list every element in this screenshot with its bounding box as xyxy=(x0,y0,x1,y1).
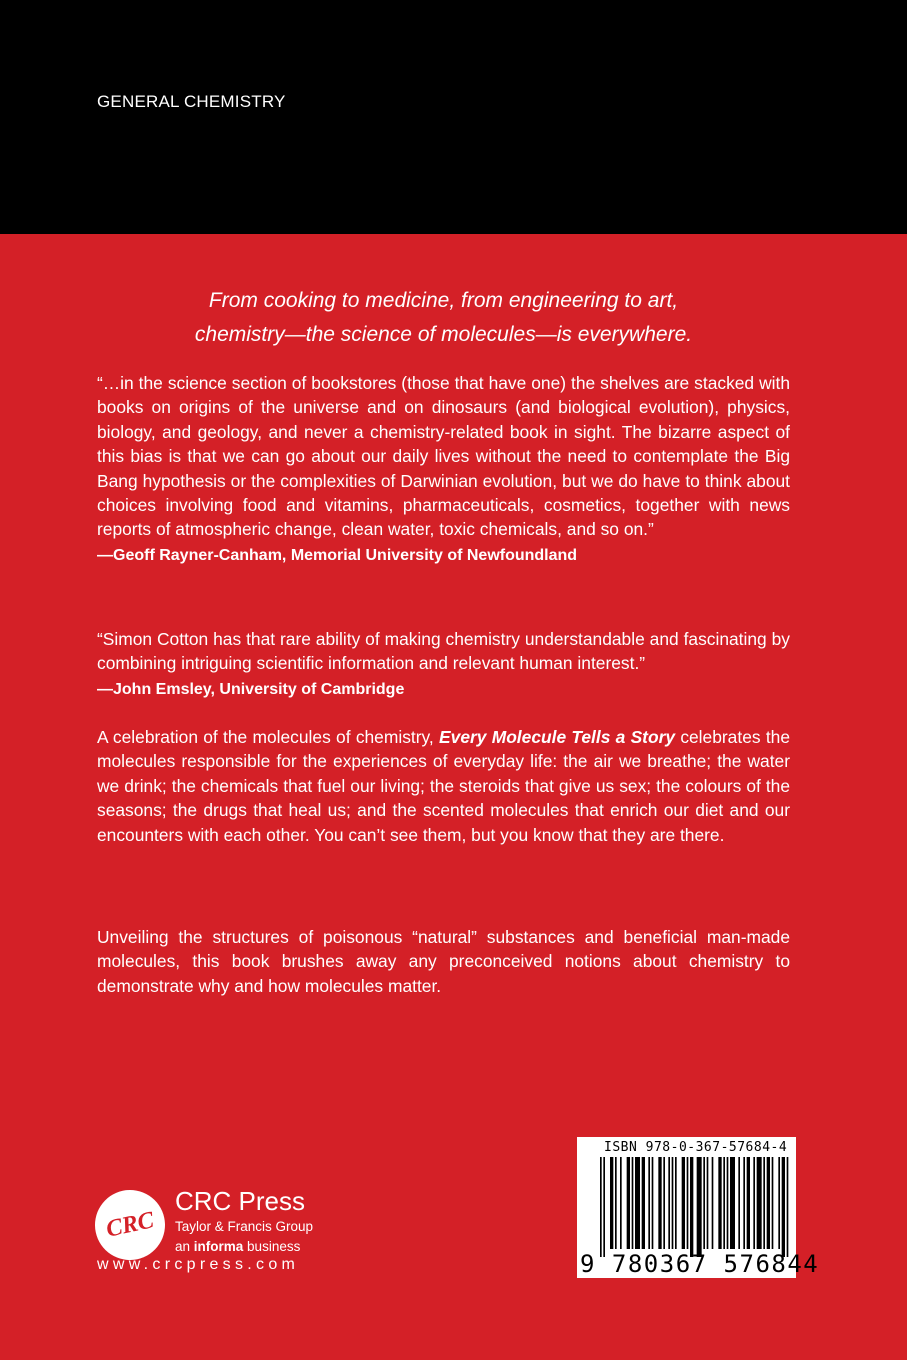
barcode-bar xyxy=(610,1157,613,1249)
barcode-bar xyxy=(627,1157,630,1249)
quote-attribution: —Geoff Rayner-Canham, Memorial University of Newfoundland xyxy=(97,546,578,564)
barcode-bar xyxy=(787,1157,789,1257)
barcode-bar xyxy=(600,1157,602,1257)
barcode-bar xyxy=(648,1157,650,1249)
barcode-bar xyxy=(778,1157,780,1249)
text: business xyxy=(243,1239,301,1254)
book-description-2: Unveiling the structures of poisonous “natural” substances and beneficial man-made molecules, this book brushes away any preconceived notions about chemistry to demonstrate why and how molecules matter. xyxy=(97,927,790,996)
crc-logo-icon: CRC xyxy=(88,1183,171,1266)
description-text: celebrates the molecules responsible for the experiences of everyday life: the air we breathe; the water we drink; the chemicals that fuel our living; the steroids that give us sex; the colours of the seasons; the drugs that heal us; and the scented molecules that enrich our diet and our encounters with each other. You can’t see them, but you know that they are there. xyxy=(97,727,791,845)
barcode-bar xyxy=(757,1157,762,1249)
barcode-bar xyxy=(663,1157,665,1249)
barcode-bar xyxy=(672,1157,674,1249)
tagline-line: From cooking to medicine, from engineering to art, xyxy=(208,289,679,312)
barcode-bar xyxy=(712,1157,714,1249)
barcode-bar xyxy=(718,1157,721,1249)
barcode-bar xyxy=(747,1157,750,1249)
barcode-bar xyxy=(753,1157,755,1249)
quote-text: “…in the science section of bookstores (those that have one) the shelves are stacked with books on origins of the universe and on dinosaurs (and biological evolution), physics, biology, and geology, and never a chemistry-related book in sight. The bizarre aspect of this bias is that we can go about our daily lives without the need to contemplate the Big Bang hypothesis or the complexities of Darwinian evolution, but we do have to think about choices involving food and vitamins, pharmaceuticals, cosmetics, together with news reports of atmospheric change, clean water, toxic chemicals, and so on.” xyxy=(97,373,790,540)
barcode-bars-icon xyxy=(600,1157,790,1257)
tagline-line: chemistry—the science of molecules—is everywhere. xyxy=(194,323,693,346)
barcode-bar xyxy=(763,1157,765,1249)
barcode-bar xyxy=(730,1157,735,1249)
barcode-bar xyxy=(675,1157,677,1249)
publisher-name: CRC Press xyxy=(175,1186,306,1216)
publisher-url: www.crcpress.com xyxy=(97,1256,300,1273)
category-label: GENERAL CHEMISTRY xyxy=(97,92,286,111)
text: an xyxy=(175,1239,194,1254)
barcode-bar xyxy=(703,1157,705,1249)
barcode-bar xyxy=(690,1157,693,1257)
quote-text: “Simon Cotton has that rare ability of making chemistry understandable and fascinating by combining intriguing scientific information and relevant human interest.” xyxy=(97,629,790,674)
quote-attribution: —John Emsley, University of Cambridge xyxy=(97,680,405,698)
barcode-bar xyxy=(620,1157,622,1249)
barcode-bar xyxy=(782,1157,785,1257)
publisher-business xyxy=(175,1239,300,1254)
barcode-bar xyxy=(682,1157,685,1249)
barcode-bar xyxy=(723,1157,725,1249)
barcode-bar xyxy=(642,1157,645,1249)
barcode-bar xyxy=(687,1157,689,1249)
barcode-bar xyxy=(668,1157,670,1249)
barcode-bar xyxy=(615,1157,617,1249)
header-band xyxy=(0,0,907,234)
tagline xyxy=(97,284,790,352)
barcode-bar xyxy=(707,1157,709,1249)
barcode-bar xyxy=(743,1157,745,1249)
description-text: A celebration of the molecules of chemistry, xyxy=(97,727,440,747)
book-description xyxy=(97,725,790,847)
informa-text: informa xyxy=(193,1239,244,1254)
barcode-bar xyxy=(697,1157,702,1257)
publisher-group: Taylor & Francis Group xyxy=(175,1219,314,1234)
barcode-bar xyxy=(652,1157,654,1249)
barcode-bar xyxy=(632,1157,634,1249)
barcode-digits: 9 780367 576844 xyxy=(580,1250,820,1278)
barcode-bar xyxy=(772,1157,774,1249)
isbn-text: ISBN 978-0-367-57684-4 xyxy=(604,1140,788,1155)
barcode-bar xyxy=(738,1157,740,1249)
barcode xyxy=(577,1137,820,1278)
barcode-bar xyxy=(727,1157,729,1249)
barcode-bar xyxy=(603,1157,605,1257)
review-quote xyxy=(97,371,790,568)
barcode-bar xyxy=(767,1157,770,1249)
barcode-bar xyxy=(658,1157,661,1249)
review-quote xyxy=(97,627,790,702)
book-title: Every Molecule Tells a Story xyxy=(439,727,676,747)
barcode-bar xyxy=(635,1157,640,1249)
